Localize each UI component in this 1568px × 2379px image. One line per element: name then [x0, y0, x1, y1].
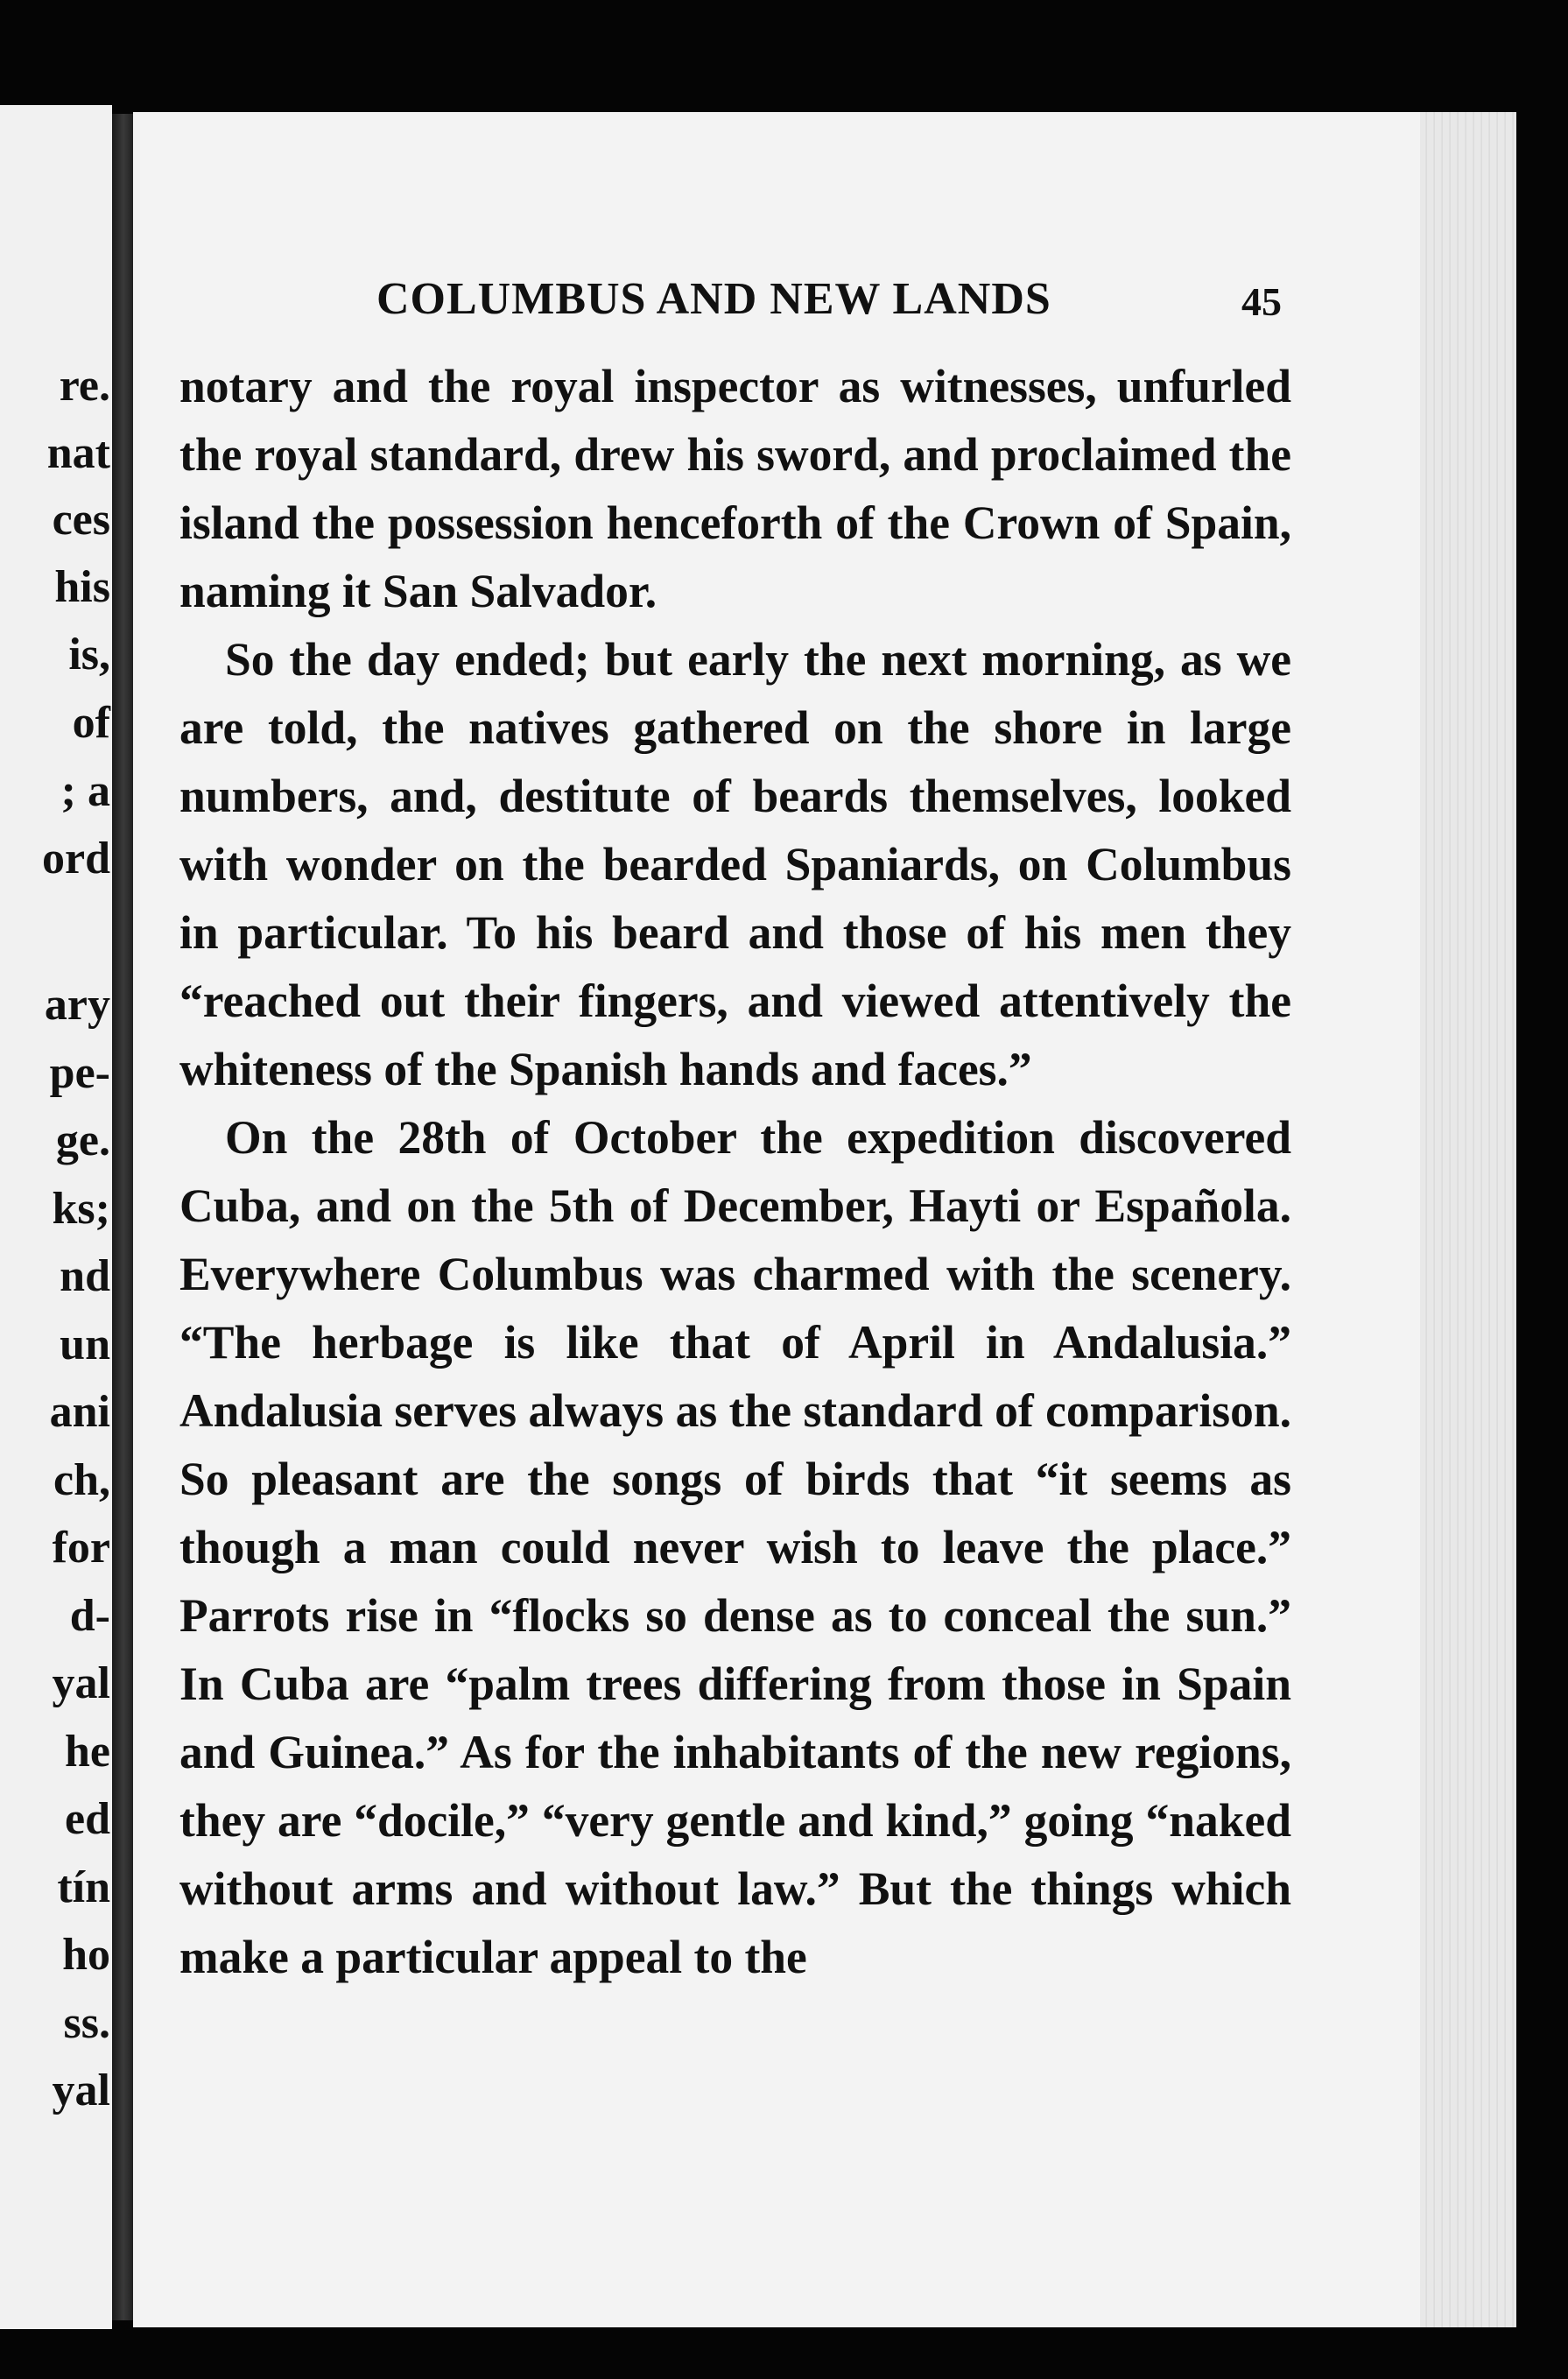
- facing-page-line: ary: [44, 980, 110, 1030]
- book-gutter: [112, 114, 135, 2320]
- facing-page-line: is,: [68, 630, 110, 679]
- facing-page-line: yal: [52, 2066, 110, 2115]
- body-text: [179, 352, 1291, 1991]
- facing-page-line: nat: [46, 428, 110, 478]
- page-number: 45: [1241, 279, 1282, 324]
- paragraph: So the day ended; but early the next morning, as we are told, the natives gathered on the shore in large numbers, and, destitute of beards themselves, looked with wonder on the bearded Spaniards, on Columbus in particular. To his beard and those of his men they “reached out their fingers, and viewed attentively the whiteness of the Spanish hands and faces.”: [179, 633, 1291, 1095]
- facing-page-line: ani: [49, 1387, 110, 1437]
- facing-page-line: re.: [59, 361, 110, 411]
- facing-page-line: ces: [52, 495, 110, 545]
- facing-page-line: ord: [42, 834, 110, 883]
- paragraph: notary and the royal inspector as witnesses, unfurled the royal standard, drew his sword, and proclaimed the island the possession henceforth of the Crown of Spain, naming it San Salvador.: [179, 360, 1291, 617]
- facing-page-line: d-: [69, 1591, 110, 1641]
- facing-page-line: yal: [52, 1658, 110, 1708]
- facing-page-line: pe-: [49, 1048, 110, 1098]
- facing-page-line: nd: [60, 1251, 110, 1301]
- facing-page-line: un: [60, 1320, 110, 1369]
- running-head: COLUMBUS AND NEW LANDS: [376, 274, 1051, 324]
- facing-page-line: ed: [65, 1794, 110, 1844]
- paragraph: On the 28th of October the expedition discovered Cuba, and on the 5th of December, Hayti or Española. Everywhere Columbus was charmed with the scenery. “The herbage is like that of April in Andalusia.” Andalusia serves always as the standard of comparison. So pleasant are the songs of birds that “it seems as though a man could never wish to leave the place.” Parrots rise in “flocks so dense as to conceal the sun.” In Cuba are “palm trees differing from those in Spain and Guinea.” As for the inhabitants of the new regions, they are “docile,” “very gentle and kind,” going “naked without arms and without law.” But the things which make a particular appeal to the: [179, 1111, 1291, 1983]
- facing-page-line: ks;: [52, 1184, 110, 1234]
- facing-page-line: ho: [62, 1930, 110, 1980]
- facing-page-line: tín: [57, 1862, 110, 1912]
- facing-page-line: of: [72, 698, 110, 748]
- facing-page-line: he: [65, 1727, 110, 1777]
- facing-page-line: ss.: [63, 1998, 110, 2048]
- facing-page-fragment: [0, 105, 112, 2329]
- facing-page-line: his: [54, 562, 110, 612]
- facing-page-line: ; a: [60, 766, 110, 816]
- facing-page-line: ge.: [55, 1116, 110, 1165]
- page-edges: [1420, 112, 1516, 2327]
- facing-page-line: for: [52, 1523, 110, 1573]
- facing-page-line: ch,: [53, 1455, 110, 1505]
